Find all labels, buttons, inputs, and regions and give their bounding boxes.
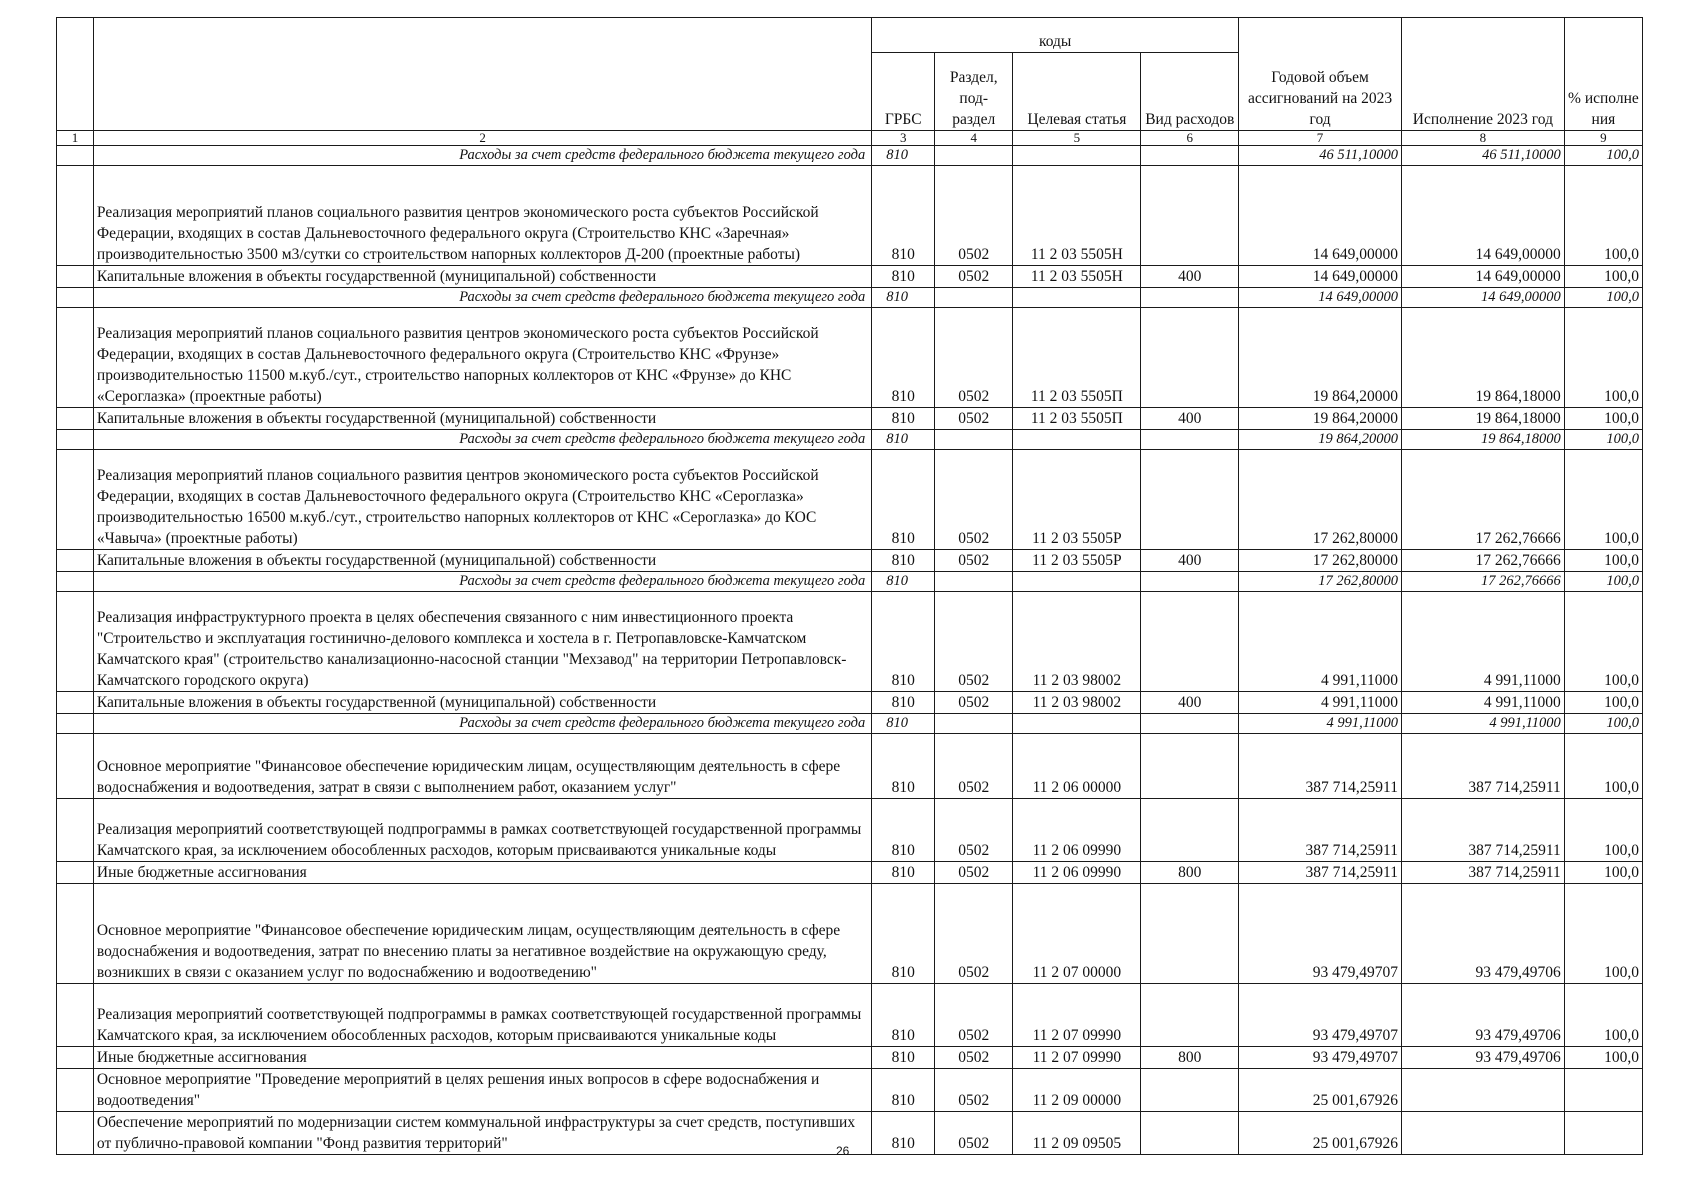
row-tselevaya: 11 2 03 5505П <box>1013 408 1141 430</box>
row-tselevaya: 11 2 09 00000 <box>1013 1069 1141 1112</box>
row-grbs: 810 <box>872 984 935 1047</box>
row-razdel: 0502 <box>935 692 1013 714</box>
row-index-cell <box>57 146 94 166</box>
row-tselevaya: 11 2 03 5505П <box>1013 308 1141 408</box>
row-vid: 400 <box>1141 692 1239 714</box>
row-execution: 46 511,10000 <box>1401 146 1564 166</box>
row-razdel: 0502 <box>935 734 1013 799</box>
table-row <box>57 714 1643 734</box>
row-vid <box>1141 714 1239 734</box>
row-execution <box>1401 1112 1564 1155</box>
row-tselevaya <box>1013 288 1141 308</box>
row-percent: 100,0 <box>1564 166 1642 266</box>
header-row <box>57 18 1643 53</box>
row-name: Реализация инфраструктурного проекта в целях обеспечения связанного с ним инвестиционного проекта "Строительство и эксплуатация гостинично-делового комплекса и хостела в г. Петропавловске-Камчатском Камчатского края" (строительство канализационно-насосной станции "Мехзавод" на территории Петропавловск-Камчатского городского округа) <box>93 592 871 692</box>
header-percent: % исполне ния <box>1564 18 1642 131</box>
row-index-cell <box>57 884 94 984</box>
row-razdel <box>935 714 1013 734</box>
row-razdel: 0502 <box>935 408 1013 430</box>
row-tselevaya: 11 2 03 98002 <box>1013 692 1141 714</box>
table-row <box>57 1069 1643 1112</box>
row-index-cell <box>57 592 94 692</box>
row-name: Основное мероприятие "Проведение мероприятий в целях решения иных вопросов в сфере водоснабжения и водоотведения" <box>93 1069 871 1112</box>
row-tselevaya: 11 2 03 5505Н <box>1013 266 1141 288</box>
row-execution: 14 649,00000 <box>1401 288 1564 308</box>
table-row <box>57 430 1643 450</box>
row-vid <box>1141 884 1239 984</box>
row-annual: 93 479,49707 <box>1239 984 1402 1047</box>
row-execution <box>1401 1069 1564 1112</box>
row-execution: 387 714,25911 <box>1401 734 1564 799</box>
column-number-row <box>57 131 1643 146</box>
row-grbs: 810 <box>872 714 935 734</box>
row-grbs: 810 <box>872 572 935 592</box>
row-execution: 14 649,00000 <box>1401 266 1564 288</box>
row-index-cell <box>57 714 94 734</box>
row-name: Иные бюджетные ассигнования <box>93 862 871 884</box>
row-grbs: 810 <box>872 266 935 288</box>
row-annual: 19 864,20000 <box>1239 430 1402 450</box>
row-name: Расходы за счет средств федерального бюджета текущего года <box>93 714 871 734</box>
budget-sheet <box>56 17 1643 1155</box>
row-name: Расходы за счет средств федерального бюджета текущего года <box>93 572 871 592</box>
row-annual: 46 511,10000 <box>1239 146 1402 166</box>
row-name: Основное мероприятие "Финансовое обеспечение юридическим лицам, осуществляющим деятельность в сфере водоснабжения и водоотведения, затрат по внесению платы за негативное воздействие на окружающую среду, возникших в связи с оказанием услуг по водоснабжению и водоотведению" <box>93 884 871 984</box>
row-vid <box>1141 592 1239 692</box>
row-percent: 100,0 <box>1564 799 1642 862</box>
row-razdel <box>935 146 1013 166</box>
row-index-cell <box>57 288 94 308</box>
column-number: 7 <box>1239 131 1402 146</box>
row-annual: 17 262,80000 <box>1239 450 1402 550</box>
row-razdel: 0502 <box>935 862 1013 884</box>
row-grbs: 810 <box>872 1069 935 1112</box>
row-tselevaya <box>1013 572 1141 592</box>
row-razdel: 0502 <box>935 266 1013 288</box>
header-razdel: Раздел, под-раздел <box>935 53 1013 131</box>
row-percent: 100,0 <box>1564 572 1642 592</box>
row-vid: 400 <box>1141 408 1239 430</box>
row-razdel: 0502 <box>935 1069 1013 1112</box>
row-execution: 17 262,76666 <box>1401 550 1564 572</box>
table-row <box>57 408 1643 430</box>
row-name: Реализация мероприятий соответствующей подпрограммы в рамках соответствующей государственной программы Камчатского края, за исключением обособленных расходов, которым присваиваются уникальные коды <box>93 984 871 1047</box>
table-row <box>57 862 1643 884</box>
row-razdel: 0502 <box>935 1112 1013 1155</box>
column-number: 6 <box>1141 131 1239 146</box>
table-row <box>57 884 1643 984</box>
row-grbs: 810 <box>872 430 935 450</box>
row-annual: 93 479,49707 <box>1239 884 1402 984</box>
row-index-cell <box>57 166 94 266</box>
row-grbs: 810 <box>872 799 935 862</box>
row-percent: 100,0 <box>1564 146 1642 166</box>
row-execution: 4 991,11000 <box>1401 592 1564 692</box>
row-annual: 19 864,20000 <box>1239 308 1402 408</box>
row-execution: 17 262,76666 <box>1401 572 1564 592</box>
row-annual: 14 649,00000 <box>1239 166 1402 266</box>
row-razdel: 0502 <box>935 550 1013 572</box>
row-execution: 19 864,18000 <box>1401 430 1564 450</box>
row-vid: 400 <box>1141 550 1239 572</box>
row-index-cell <box>57 430 94 450</box>
row-annual: 4 991,11000 <box>1239 714 1402 734</box>
row-index-cell <box>57 550 94 572</box>
row-grbs: 810 <box>872 450 935 550</box>
row-grbs: 810 <box>872 692 935 714</box>
column-number: 3 <box>872 131 935 146</box>
header-col-1 <box>57 18 94 131</box>
row-percent: 100,0 <box>1564 450 1642 550</box>
row-tselevaya: 11 2 09 09505 <box>1013 1112 1141 1155</box>
row-percent: 100,0 <box>1564 550 1642 572</box>
row-vid <box>1141 146 1239 166</box>
table-row <box>57 734 1643 799</box>
row-annual: 14 649,00000 <box>1239 288 1402 308</box>
row-percent: 100,0 <box>1564 592 1642 692</box>
column-number: 1 <box>57 131 94 146</box>
row-percent: 100,0 <box>1564 308 1642 408</box>
row-vid <box>1141 308 1239 408</box>
row-percent: 100,0 <box>1564 884 1642 984</box>
row-name: Капитальные вложения в объекты государственной (муниципальной) собственности <box>93 692 871 714</box>
row-grbs: 810 <box>872 734 935 799</box>
row-percent: 100,0 <box>1564 1047 1642 1069</box>
row-index-cell <box>57 450 94 550</box>
row-tselevaya: 11 2 06 09990 <box>1013 799 1141 862</box>
row-index-cell <box>57 1112 94 1155</box>
row-grbs: 810 <box>872 550 935 572</box>
row-annual: 4 991,11000 <box>1239 592 1402 692</box>
row-percent: 100,0 <box>1564 408 1642 430</box>
row-annual: 93 479,49707 <box>1239 1047 1402 1069</box>
row-tselevaya: 11 2 03 5505Р <box>1013 550 1141 572</box>
row-tselevaya: 11 2 07 00000 <box>1013 884 1141 984</box>
row-grbs: 810 <box>872 884 935 984</box>
row-name: Расходы за счет средств федерального бюджета текущего года <box>93 288 871 308</box>
table-row <box>57 266 1643 288</box>
row-execution: 93 479,49706 <box>1401 884 1564 984</box>
row-razdel <box>935 288 1013 308</box>
row-percent: 100,0 <box>1564 266 1642 288</box>
row-percent: 100,0 <box>1564 862 1642 884</box>
header-annual: Годовой объем ассигнований на 2023 год <box>1239 18 1402 131</box>
row-annual: 19 864,20000 <box>1239 408 1402 430</box>
table-row <box>57 550 1643 572</box>
row-vid <box>1141 430 1239 450</box>
table-row <box>57 799 1643 862</box>
row-razdel: 0502 <box>935 166 1013 266</box>
row-grbs: 810 <box>872 1047 935 1069</box>
row-vid <box>1141 166 1239 266</box>
row-annual: 17 262,80000 <box>1239 550 1402 572</box>
row-vid: 800 <box>1141 1047 1239 1069</box>
row-vid <box>1141 1069 1239 1112</box>
row-percent <box>1564 1112 1642 1155</box>
row-razdel <box>935 430 1013 450</box>
row-execution: 4 991,11000 <box>1401 692 1564 714</box>
row-vid <box>1141 288 1239 308</box>
row-vid <box>1141 799 1239 862</box>
row-execution: 14 649,00000 <box>1401 166 1564 266</box>
table-row <box>57 146 1643 166</box>
table-row <box>57 1047 1643 1069</box>
row-name: Реализация мероприятий планов социального развития центров экономического роста субъектов Российской Федерации, входящих в состав Дальневосточного федерального округа (Строительство КНС «Сероглазка» производительностью 16500 м.куб./сут., строительство напорных коллекторов от КНС «Сероглазка» до КОС «Чавыча» (проектные работы) <box>93 450 871 550</box>
row-execution: 4 991,11000 <box>1401 714 1564 734</box>
row-percent: 100,0 <box>1564 984 1642 1047</box>
row-razdel <box>935 572 1013 592</box>
row-percent: 100,0 <box>1564 430 1642 450</box>
row-index-cell <box>57 1047 94 1069</box>
row-index-cell <box>57 308 94 408</box>
row-percent: 100,0 <box>1564 714 1642 734</box>
row-grbs: 810 <box>872 592 935 692</box>
row-vid <box>1141 984 1239 1047</box>
row-index-cell <box>57 734 94 799</box>
table-row <box>57 984 1643 1047</box>
row-index-cell <box>57 862 94 884</box>
row-execution: 17 262,76666 <box>1401 450 1564 550</box>
row-percent: 100,0 <box>1564 734 1642 799</box>
row-grbs: 810 <box>872 862 935 884</box>
row-razdel: 0502 <box>935 984 1013 1047</box>
row-name: Расходы за счет средств федерального бюджета текущего года <box>93 146 871 166</box>
table-row <box>57 166 1643 266</box>
row-vid: 800 <box>1141 862 1239 884</box>
column-number: 9 <box>1564 131 1642 146</box>
row-execution: 387 714,25911 <box>1401 799 1564 862</box>
row-vid <box>1141 572 1239 592</box>
row-grbs: 810 <box>872 288 935 308</box>
row-name: Основное мероприятие "Финансовое обеспечение юридическим лицам, осуществляющим деятельность в сфере водоснабжения и водоотведения, затрат в связи с выполнением работ, оказанием услуг" <box>93 734 871 799</box>
header-execution: Исполнение 2023 год <box>1401 18 1564 131</box>
row-grbs: 810 <box>872 166 935 266</box>
column-number: 2 <box>93 131 871 146</box>
row-tselevaya <box>1013 146 1141 166</box>
row-grbs: 810 <box>872 146 935 166</box>
table-row <box>57 288 1643 308</box>
row-vid <box>1141 1112 1239 1155</box>
row-execution: 387 714,25911 <box>1401 862 1564 884</box>
row-name: Капитальные вложения в объекты государственной (муниципальной) собственности <box>93 550 871 572</box>
row-vid: 400 <box>1141 266 1239 288</box>
row-index-cell <box>57 572 94 592</box>
row-tselevaya: 11 2 03 98002 <box>1013 592 1141 692</box>
row-name: Расходы за счет средств федерального бюджета текущего года <box>93 430 871 450</box>
table-row <box>57 450 1643 550</box>
row-annual: 25 001,67926 <box>1239 1069 1402 1112</box>
row-index-cell <box>57 408 94 430</box>
row-tselevaya: 11 2 07 09990 <box>1013 984 1141 1047</box>
row-name: Реализация мероприятий планов социального развития центров экономического роста субъектов Российской Федерации, входящих в состав Дальневосточного федерального округа (Строительство КНС «Фрунзе» производительностью 11500 м.куб./сут., строительство напорных коллекторов от КНС «Фрунзе» до КНС «Сероглазка» (проектные работы) <box>93 308 871 408</box>
row-tselevaya: 11 2 07 09990 <box>1013 1047 1141 1069</box>
row-name: Реализация мероприятий соответствующей подпрограммы в рамках соответствующей государственной программы Камчатского края, за исключением обособленных расходов, которым присваиваются уникальные коды <box>93 799 871 862</box>
row-grbs: 810 <box>872 308 935 408</box>
page-number: 26 <box>836 1144 850 1158</box>
row-index-cell <box>57 799 94 862</box>
row-razdel: 0502 <box>935 884 1013 984</box>
row-name: Капитальные вложения в объекты государственной (муниципальной) собственности <box>93 266 871 288</box>
row-index-cell <box>57 692 94 714</box>
row-index-cell <box>57 984 94 1047</box>
row-razdel: 0502 <box>935 1047 1013 1069</box>
header-tselevaya: Целевая статья <box>1013 53 1141 131</box>
row-name: Капитальные вложения в объекты государственной (муниципальной) собственности <box>93 408 871 430</box>
row-tselevaya <box>1013 430 1141 450</box>
row-percent <box>1564 1069 1642 1112</box>
row-index-cell <box>57 1069 94 1112</box>
row-index-cell <box>57 266 94 288</box>
row-annual: 387 714,25911 <box>1239 734 1402 799</box>
row-execution: 93 479,49706 <box>1401 984 1564 1047</box>
row-execution: 19 864,18000 <box>1401 308 1564 408</box>
header-vid: Вид расходов <box>1141 53 1239 131</box>
row-execution: 93 479,49706 <box>1401 1047 1564 1069</box>
row-tselevaya <box>1013 714 1141 734</box>
row-razdel: 0502 <box>935 799 1013 862</box>
budget-table <box>56 17 1643 1155</box>
row-grbs: 810 <box>872 408 935 430</box>
column-number: 8 <box>1401 131 1564 146</box>
row-annual: 4 991,11000 <box>1239 692 1402 714</box>
table-row <box>57 692 1643 714</box>
header-grbs: ГРБС <box>872 53 935 131</box>
row-razdel: 0502 <box>935 308 1013 408</box>
row-name: Реализация мероприятий планов социального развития центров экономического роста субъектов Российской Федерации, входящих в состав Дальневосточного федерального округа (Строительство КНС «Заречная» производительностью 3500 м3/сутки со строительством напорных коллекторов Д-200 (проектные работы) <box>93 166 871 266</box>
row-tselevaya: 11 2 03 5505Н <box>1013 166 1141 266</box>
row-razdel: 0502 <box>935 592 1013 692</box>
row-vid <box>1141 450 1239 550</box>
row-annual: 17 262,80000 <box>1239 572 1402 592</box>
row-razdel: 0502 <box>935 450 1013 550</box>
table-row <box>57 592 1643 692</box>
row-name: Иные бюджетные ассигнования <box>93 1047 871 1069</box>
row-annual: 14 649,00000 <box>1239 266 1402 288</box>
row-annual: 25 001,67926 <box>1239 1112 1402 1155</box>
row-percent: 100,0 <box>1564 288 1642 308</box>
column-number: 4 <box>935 131 1013 146</box>
row-tselevaya: 11 2 03 5505Р <box>1013 450 1141 550</box>
row-annual: 387 714,25911 <box>1239 799 1402 862</box>
table-row <box>57 572 1643 592</box>
table-row <box>57 308 1643 408</box>
row-annual: 387 714,25911 <box>1239 862 1402 884</box>
row-percent: 100,0 <box>1564 692 1642 714</box>
row-vid <box>1141 734 1239 799</box>
header-col-2 <box>93 18 871 131</box>
column-number: 5 <box>1013 131 1141 146</box>
header-codes: коды <box>872 18 1239 53</box>
row-name: Обеспечение мероприятий по модернизации систем коммунальной инфраструктуры за счет средств, поступивших от публично-правовой компании "Фонд развития территорий" <box>93 1112 871 1155</box>
row-tselevaya: 11 2 06 09990 <box>1013 862 1141 884</box>
table-row <box>57 1112 1643 1155</box>
row-tselevaya: 11 2 06 00000 <box>1013 734 1141 799</box>
row-execution: 19 864,18000 <box>1401 408 1564 430</box>
row-grbs: 810 <box>872 1112 935 1155</box>
